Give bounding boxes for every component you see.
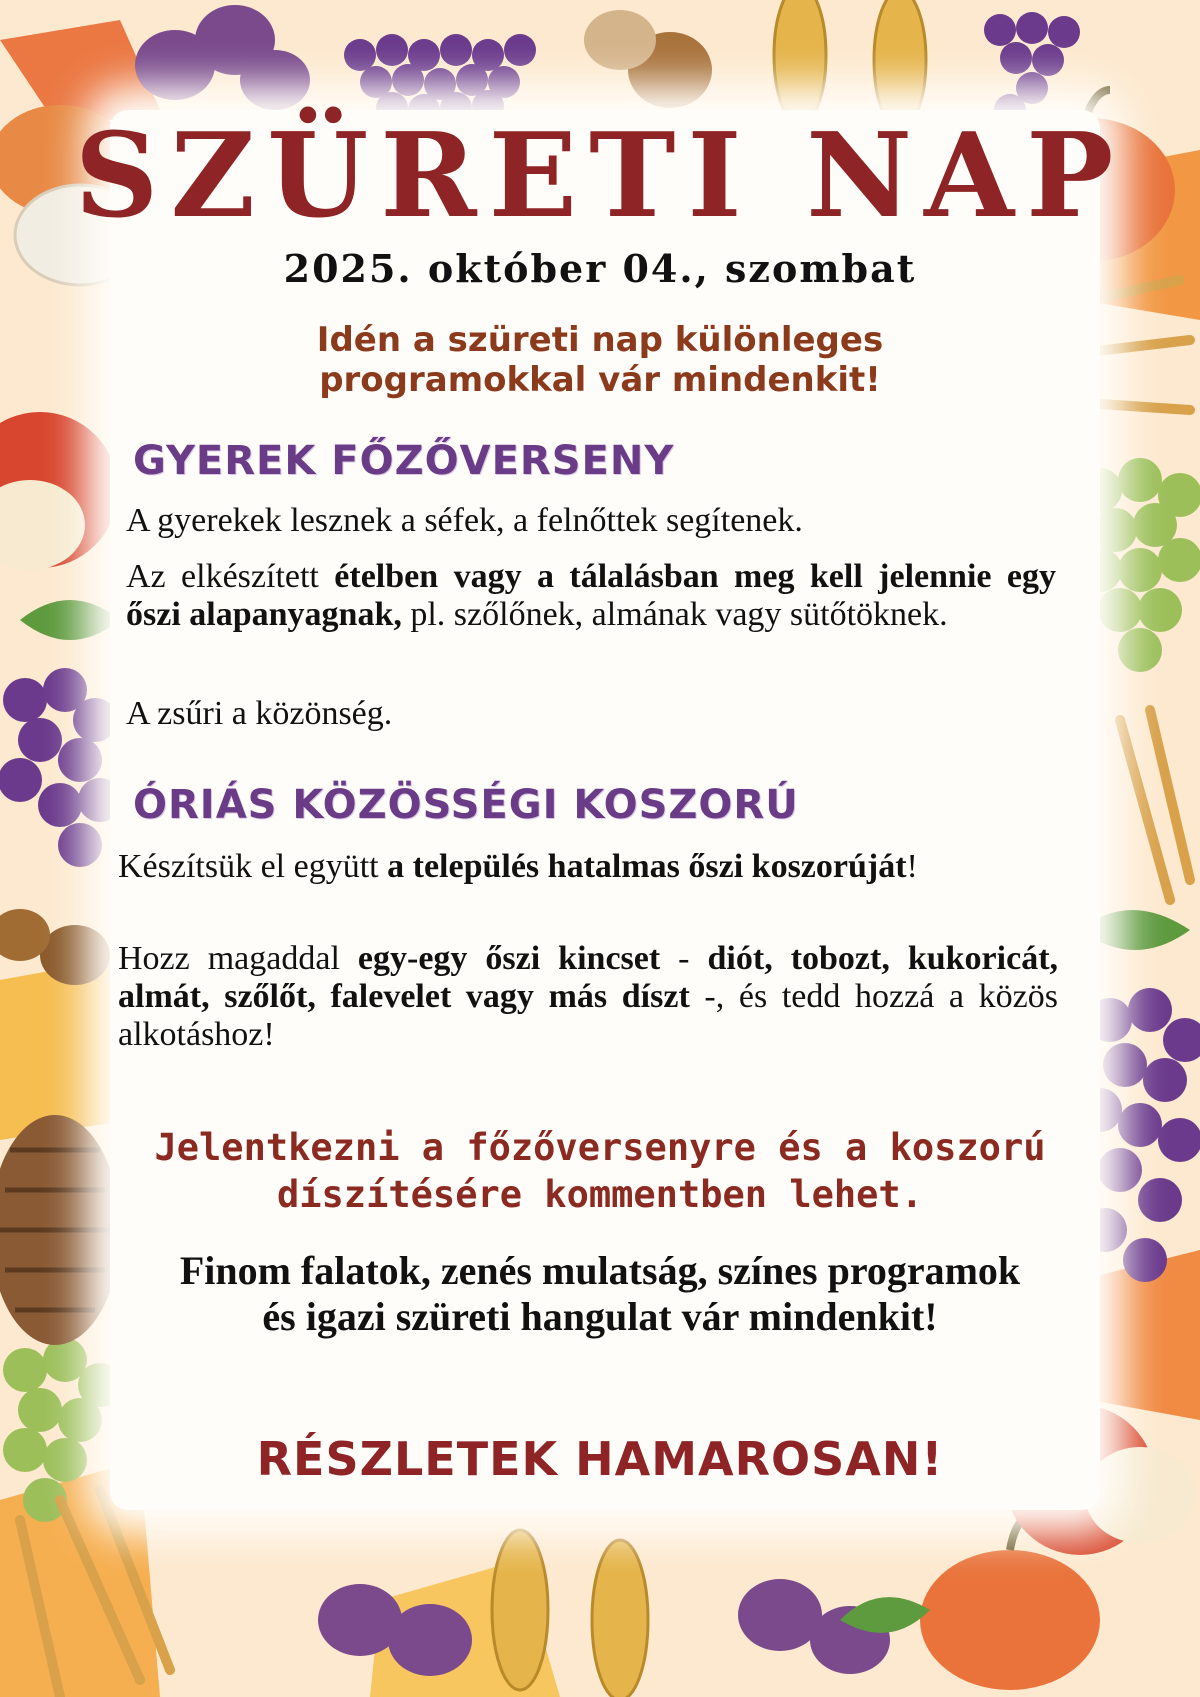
promo-text: Finom falatok, zenés mulatság, színes programok és igazi szüreti hangulat vár mindenkit! [179, 1248, 1021, 1339]
page-title: SZÜRETI NAP [74, 108, 1126, 244]
text-span: Az elkészített [126, 558, 335, 595]
cooking-contest-paragraph-2 [126, 558, 1056, 634]
text-span: ! [906, 848, 918, 885]
text-span: Készítsük el együtt [118, 848, 388, 885]
section-heading-wreath: ÓRIÁS KÖZÖSSÉGI KOSZORÚ [133, 782, 799, 828]
details-coming-soon: RÉSZLETEK HAMAROSAN! [256, 1432, 944, 1486]
signup-notice: Jelentkezni a főzőversenyre és a koszorú díszítésére kommentben lehet. [154, 1126, 1046, 1216]
bold-text-span: a település hatalmas őszi koszorúját [387, 848, 907, 885]
text-span: -, és tedd hozzá a közös alkotáshoz! [118, 978, 1058, 1053]
text-span: Hozz magaddal [118, 940, 358, 977]
cooking-contest-paragraph-1: A gyerekek lesznek a séfek, a felnőttek segítenek. [126, 502, 803, 539]
event-date: 2025. október 04., szombat [283, 246, 917, 291]
text-span: pl. szőlőnek, almának vagy sütőtöknek. [401, 596, 948, 633]
wreath-paragraph-2 [118, 940, 1058, 1054]
text-span: - [660, 940, 708, 977]
bold-text-span: diót, tobozt, kukoricát, almát, szőlőt, falevelet vagy más díszt [118, 940, 1059, 1015]
cooking-contest-paragraph-3: A zsűri a közönség. [126, 695, 393, 732]
wreath-paragraph-1 [118, 848, 1048, 886]
intro-text: Idén a szüreti nap különleges programokkal vár mindenkit! [316, 320, 884, 400]
section-heading-cooking-contest: GYEREK FŐZŐVERSENY [133, 438, 675, 484]
bold-text-span: egy-egy őszi kincset [357, 940, 661, 977]
bold-text-span: ételben vagy a tálalásban meg kell jelennie egy őszi alapanyagnak, [126, 558, 1056, 633]
